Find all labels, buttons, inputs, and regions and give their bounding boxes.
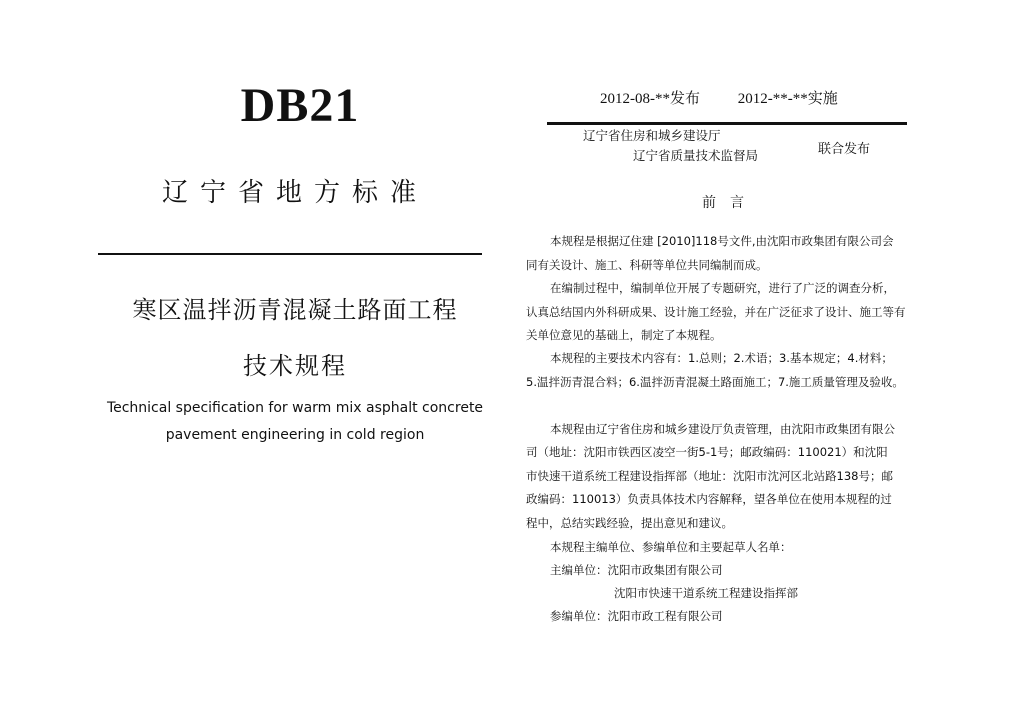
- standard-type: 辽宁省地方标准: [161, 178, 428, 208]
- divider-line: [547, 122, 907, 125]
- preface-line: 本规程是根据辽住建 [2010]118号文件,由沈阳市政集团有限公司会: [550, 234, 894, 248]
- issuer-2: 辽宁省质量技术监督局: [633, 148, 759, 163]
- preface-line: 认真总结国内外科研成果、设计施工经验，并在广泛征求了设计、施工等有: [526, 305, 906, 319]
- preface-line: 程中，总结实践经验，提出意见和建议。: [526, 516, 733, 530]
- issuer-1: 辽宁省住房和城乡建设厅: [583, 128, 721, 143]
- preface-line: 参编单位：沈阳市政工程有限公司: [550, 609, 723, 623]
- preface-line: 本规程主编单位、参编单位和主要起草人名单：: [550, 540, 792, 554]
- effective-date: 2012-**-**实施: [737, 91, 838, 107]
- preface-line: 主编单位：沈阳市政集团有限公司: [550, 563, 723, 577]
- divider-line: [98, 253, 482, 255]
- standard-code: DB21: [240, 79, 360, 132]
- preface-line: 5.温拌沥青混合料；6.温拌沥青混凝土路面施工；7.施工质量管理及验收。: [526, 375, 904, 389]
- preface-line: 本规程的主要技术内容有：1.总则；2.术语；3.基本规定；4.材料；: [550, 351, 893, 365]
- title-chinese-line1: 寒区温拌沥青混凝土路面工程: [132, 296, 458, 324]
- preface-line: 同有关设计、施工、科研等单位共同编制而成。: [526, 258, 768, 272]
- preface-line: 沈阳市快速干道系统工程建设指挥部: [614, 586, 798, 600]
- title-english-line1: Technical specification for warm mix asphalt concrete: [106, 400, 484, 416]
- preface-line: 本规程由辽宁省住房和城乡建设厅负责管理，由沈阳市政集团有限公: [550, 422, 895, 436]
- joint-release: 联合发布: [818, 142, 871, 157]
- publish-date: 2012-08-**发布: [600, 91, 700, 107]
- title-chinese-line2: 技术规程: [243, 352, 347, 380]
- dates-row: [600, 87, 838, 108]
- preface-line: 在编制过程中，编制单位开展了专题研究，进行了广泛的调查分析，: [550, 281, 895, 295]
- preface-heading: 前言: [702, 195, 758, 211]
- preface-line: 政编码：110013）负责具体技术内容解释，望各单位在使用本规程的过: [526, 492, 892, 506]
- preface-line: 市快速干道系统工程建设指挥部（地址：沈阳市沈河区北站路138号；邮: [526, 469, 893, 483]
- title-english-line2: pavement engineering in cold region: [165, 427, 425, 443]
- preface-line: 关单位意见的基础上，制定了本规程。: [526, 328, 722, 342]
- preface-line: 司（地址：沈阳市铁西区凌空一街5-1号；邮政编码：110021）和沈阳: [526, 445, 888, 459]
